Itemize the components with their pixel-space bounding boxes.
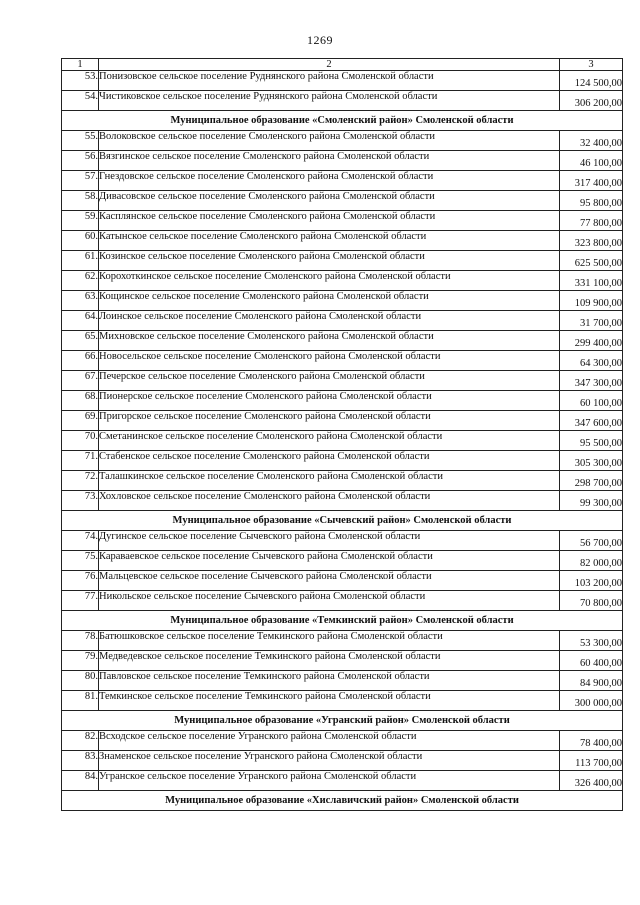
amount-cell: 46 100,00 (560, 151, 623, 171)
table-row (62, 751, 623, 771)
table-row (62, 731, 623, 751)
row-number: 73. (62, 491, 99, 511)
settlement-name: Никольское сельское поселение Сычевского района Смоленской области (99, 591, 560, 611)
amount-cell: 347 600,00 (560, 411, 623, 431)
amount-cell: 300 000,00 (560, 691, 623, 711)
table-row (62, 171, 623, 191)
table-row (62, 571, 623, 591)
amount-cell: 32 400,00 (560, 131, 623, 151)
settlement-name: Кощинское сельское поселение Смоленского района Смоленской области (99, 291, 560, 311)
row-number: 53. (62, 71, 99, 91)
settlement-name: Михновское сельское поселение Смоленского района Смоленской области (99, 331, 560, 351)
table-row (62, 591, 623, 611)
row-number: 57. (62, 171, 99, 191)
row-number: 66. (62, 351, 99, 371)
amount-cell: 103 200,00 (560, 571, 623, 591)
settlement-name: Козинское сельское поселение Смоленского района Смоленской области (99, 251, 560, 271)
table-row (62, 651, 623, 671)
row-number: 69. (62, 411, 99, 431)
amount-cell: 77 800,00 (560, 211, 623, 231)
row-number: 65. (62, 331, 99, 351)
settlement-name: Катынское сельское поселение Смоленского района Смоленской области (99, 231, 560, 251)
table-row (62, 451, 623, 471)
settlement-name: Новосельское сельское поселение Смоленского района Смоленской области (99, 351, 560, 371)
table-row (62, 151, 623, 171)
amount-cell: 347 300,00 (560, 371, 623, 391)
amount-cell: 56 700,00 (560, 531, 623, 551)
settlement-name: Понизовское сельское поселение Руднянского района Смоленской области (99, 71, 560, 91)
amount-cell: 78 400,00 (560, 731, 623, 751)
budget-table (61, 58, 623, 811)
section-title: Муниципальное образование «Сычевский район» Смоленской области (62, 511, 623, 531)
section-header-row (62, 711, 623, 731)
row-number: 59. (62, 211, 99, 231)
settlement-name: Знаменское сельское поселение Угранского района Смоленской области (99, 751, 560, 771)
settlement-name: Пригорское сельское поселение Смоленского района Смоленской области (99, 411, 560, 431)
table-row (62, 331, 623, 351)
settlement-name: Дугинское сельское поселение Сычевского района Смоленской области (99, 531, 560, 551)
table-row (62, 371, 623, 391)
budget-table-body (62, 59, 623, 811)
settlement-name: Мальцевское сельское поселение Сычевского района Смоленской области (99, 571, 560, 591)
row-number: 58. (62, 191, 99, 211)
row-number: 68. (62, 391, 99, 411)
settlement-name: Караваевское сельское поселение Сычевского района Смоленской области (99, 551, 560, 571)
settlement-name: Вязгинское сельское поселение Смоленского района Смоленской области (99, 151, 560, 171)
table-row (62, 411, 623, 431)
table-row (62, 231, 623, 251)
table-row (62, 471, 623, 491)
row-number: 72. (62, 471, 99, 491)
row-number: 79. (62, 651, 99, 671)
amount-cell: 298 700,00 (560, 471, 623, 491)
settlement-name: Лоинское сельское поселение Смоленского района Смоленской области (99, 311, 560, 331)
amount-cell: 70 800,00 (560, 591, 623, 611)
header-col-1: 1 (62, 59, 99, 71)
row-number: 83. (62, 751, 99, 771)
row-number: 77. (62, 591, 99, 611)
amount-cell: 64 300,00 (560, 351, 623, 371)
settlement-name: Стабенское сельское поселение Смоленского района Смоленской области (99, 451, 560, 471)
amount-cell: 95 800,00 (560, 191, 623, 211)
table-row (62, 771, 623, 791)
amount-cell: 109 900,00 (560, 291, 623, 311)
section-header-row (62, 791, 623, 811)
row-number: 60. (62, 231, 99, 251)
amount-cell: 317 400,00 (560, 171, 623, 191)
row-number: 74. (62, 531, 99, 551)
amount-cell: 326 400,00 (560, 771, 623, 791)
table-row (62, 271, 623, 291)
amount-cell: 95 500,00 (560, 431, 623, 451)
settlement-name: Медведевское сельское поселение Темкинского района Смоленской области (99, 651, 560, 671)
amount-cell: 84 900,00 (560, 671, 623, 691)
amount-cell: 60 100,00 (560, 391, 623, 411)
settlement-name: Батюшковское сельское поселение Темкинского района Смоленской области (99, 631, 560, 651)
amount-cell: 306 200,00 (560, 91, 623, 111)
row-number: 64. (62, 311, 99, 331)
table-row (62, 631, 623, 651)
header-col-3: 3 (560, 59, 623, 71)
table-row (62, 311, 623, 331)
row-number: 56. (62, 151, 99, 171)
row-number: 78. (62, 631, 99, 651)
table-row (62, 491, 623, 511)
table-row (62, 531, 623, 551)
row-number: 62. (62, 271, 99, 291)
settlement-name: Гнездовское сельское поселение Смоленского района Смоленской области (99, 171, 560, 191)
amount-cell: 53 300,00 (560, 631, 623, 651)
row-number: 76. (62, 571, 99, 591)
settlement-name: Павловское сельское поселение Темкинского района Смоленской области (99, 671, 560, 691)
settlement-name: Чистиковское сельское поселение Руднянского района Смоленской области (99, 91, 560, 111)
row-number: 54. (62, 91, 99, 111)
settlement-name: Хохловское сельское поселение Смоленского района Смоленской области (99, 491, 560, 511)
table-row (62, 191, 623, 211)
amount-cell: 31 700,00 (560, 311, 623, 331)
amount-cell: 113 700,00 (560, 751, 623, 771)
amount-cell: 82 000,00 (560, 551, 623, 571)
settlement-name: Пионерское сельское поселение Смоленского района Смоленской области (99, 391, 560, 411)
row-number: 63. (62, 291, 99, 311)
table-row (62, 691, 623, 711)
section-title: Муниципальное образование «Хиславичский район» Смоленской области (62, 791, 623, 811)
row-number: 82. (62, 731, 99, 751)
table-row (62, 251, 623, 271)
amount-cell: 331 100,00 (560, 271, 623, 291)
table-header-row (62, 59, 623, 71)
row-number: 55. (62, 131, 99, 151)
settlement-name: Темкинское сельское поселение Темкинского района Смоленской области (99, 691, 560, 711)
table-row (62, 291, 623, 311)
settlement-name: Касплянское сельское поселение Смоленского района Смоленской области (99, 211, 560, 231)
row-number: 80. (62, 671, 99, 691)
section-header-row (62, 611, 623, 631)
table-row (62, 91, 623, 111)
page-number: 1269 (307, 33, 333, 47)
amount-cell: 124 500,00 (560, 71, 623, 91)
amount-cell: 625 500,00 (560, 251, 623, 271)
table-row (62, 391, 623, 411)
section-title: Муниципальное образование «Темкинский район» Смоленской области (62, 611, 623, 631)
table-row (62, 131, 623, 151)
table-row (62, 71, 623, 91)
settlement-name: Волоковское сельское поселение Смоленского района Смоленской области (99, 131, 560, 151)
row-number: 81. (62, 691, 99, 711)
amount-cell: 60 400,00 (560, 651, 623, 671)
settlement-name: Талашкинское сельское поселение Смоленского района Смоленской области (99, 471, 560, 491)
settlement-name: Угранское сельское поселение Угранского района Смоленской области (99, 771, 560, 791)
row-number: 70. (62, 431, 99, 451)
amount-cell: 299 400,00 (560, 331, 623, 351)
settlement-name: Корохоткинское сельское поселение Смоленского района Смоленской области (99, 271, 560, 291)
amount-cell: 305 300,00 (560, 451, 623, 471)
row-number: 84. (62, 771, 99, 791)
settlement-name: Печерское сельское поселение Смоленского района Смоленской области (99, 371, 560, 391)
section-title: Муниципальное образование «Угранский район» Смоленской области (62, 711, 623, 731)
section-title: Муниципальное образование «Смоленский район» Смоленской области (62, 111, 623, 131)
amount-cell: 99 300,00 (560, 491, 623, 511)
table-row (62, 211, 623, 231)
settlement-name: Сметанинское сельское поселение Смоленского района Смоленской области (99, 431, 560, 451)
row-number: 67. (62, 371, 99, 391)
section-header-row (62, 511, 623, 531)
table-row (62, 671, 623, 691)
amount-cell: 323 800,00 (560, 231, 623, 251)
row-number: 75. (62, 551, 99, 571)
header-col-2: 2 (99, 59, 560, 71)
row-number: 71. (62, 451, 99, 471)
section-header-row (62, 111, 623, 131)
settlement-name: Всходское сельское поселение Угранского района Смоленской области (99, 731, 560, 751)
table-row (62, 551, 623, 571)
table-row (62, 431, 623, 451)
row-number: 61. (62, 251, 99, 271)
settlement-name: Дивасовское сельское поселение Смоленского района Смоленской области (99, 191, 560, 211)
table-row (62, 351, 623, 371)
